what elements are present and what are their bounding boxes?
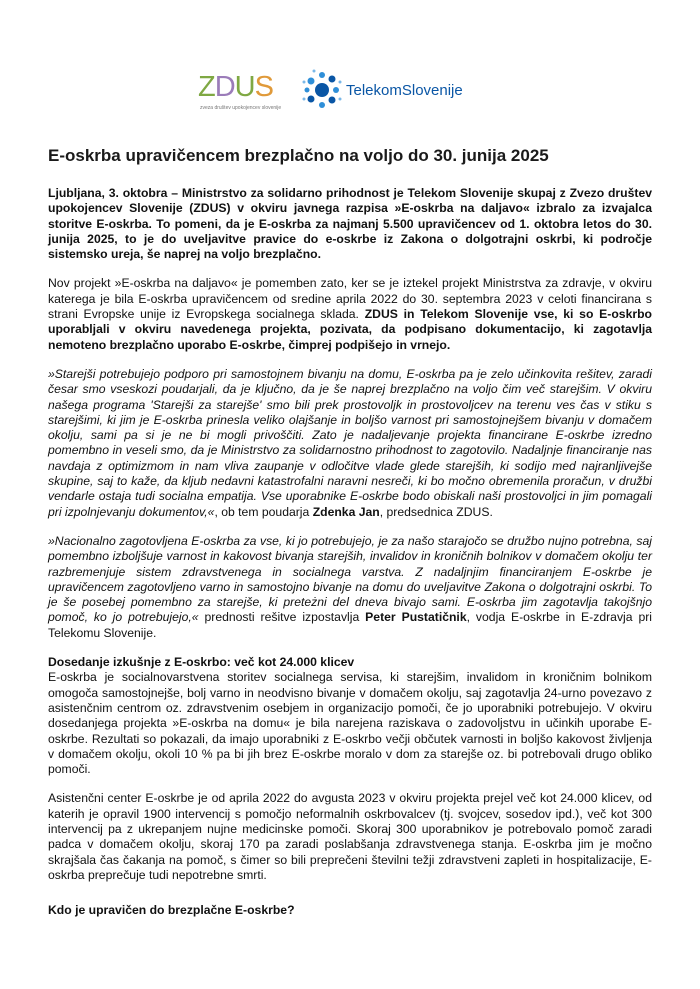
- telekom-logo: [300, 68, 480, 112]
- zdus-wordmark: ZDUS: [198, 71, 273, 103]
- paragraph-project: [48, 276, 652, 352]
- article: [48, 146, 652, 918]
- quote-telekom-text: »Nacionalno zagotovljena E-oskrba za vse, ki jo potrebujejo, je za našo starajočo se družbo nujno potrebna, saj pomembno izboljšuje varnost in kakovost bivanja starejših, invalidov in kroničnih bolnikov v domačem okolju ter razbremenjuje sistem zdravstvenega in socialnega varstva. Z nadaljnjim financiranjem E-oskrbe je upravičencem zagotovljeno varno in samostojno bivanje na domu do uveljavitve Zakona o dolgotrajni oskrbi. To je še posebej pomembno za starejše, ki preteżni del dneva bivajo sami. E-oskrba jim zagotavlja takojšnjo pomoč, ko jo potrebujejo,«: [48, 533, 652, 625]
- quote-telekom-attribution-post: , vodja E-oskrbe in E-zdravja pri Telekomu Slovenije.: [48, 610, 652, 640]
- telekom-name: TelekomSlovenije: [346, 82, 463, 99]
- telekom-dots-icon: [300, 68, 344, 112]
- quote-zdus-name: Zdenka Jan: [312, 504, 380, 519]
- zdus-subtitle: zveza društev upokojencev slovenije: [200, 105, 282, 111]
- section-experience-paragraph-1: E-oskrba je socialnovarstvena storitev socialnega servisa, ki starejšim, invalidom in kroničnim bolnikom omogoča samostojnejše, bolj varno in neodvisno bivanje v domačem okolju, saj zagotavlja 24-urno povezavo z asistenčnim centrom oz. zdravstvenim osebjem in organizacijo pomoči, če jo uporabniki potrebujejo. V okviru dosedanjega projekta »E-oskrba na domu« je bila narejena raziskava o zadovoljstvu in učinkih uporabe E-oskrbe. Rezultati so pokazali, da imajo uporabniki z E-oskrbo večji občutek varnosti in boljšo kakovost življenja v domačem okolju, okoli 10 % pa bi jih brez E-oskrbe moralo v dom za starejše oz. bi potrebovali drugo obliko pomoči.: [48, 670, 652, 777]
- lead-paragraph: Ljubljana, 3. oktobra – Ministrstvo za solidarno prihodnost je Telekom Slovenije skupaj z Zvezo društev upokojencev Slovenije (ZDUS) v okviru javnega razpisa »E-oskrba na daljavo« izbralo za izvajalca storitve E-oskrba. To pomeni, da je E-oskrba za najmanj 5.500 upravičencev od 1. oktobra letos do 30. junija 2025, to je do uveljavitve pravice do e-oskrbe iz Zakona o dolgotrajni oskrbi, ki področje sistemsko ureja, še naprej na voljo brezplačno.: [48, 186, 652, 262]
- quote-zdus-attribution-pre: , ob tem poudarja: [214, 504, 313, 519]
- quote-zdus-attribution-post: , predsednica ZDUS.: [379, 504, 493, 519]
- paragraph-project-text: Nov projekt »E-oskrba na daljavo« je pomemben zato, ker se je iztekel projekt Ministrstva za zdravje, v okviru katerega je bila E-oskrba upravičencem od sredine aprila 2022 do 30. septembra 2023 v celoti financirana s strani Evropske unije iz Evropskega socialnega sklada.: [48, 276, 652, 322]
- logo-bar: [0, 60, 700, 120]
- quote-zdus: [48, 367, 652, 520]
- paragraph-project-call: ZDUS in Telekom Slovenije vse, ki so E-oskrbo uporabljali v okviru navedenega projekta, pozivata, da podpisano dokumentacijo, ki zagotavlja nemoteno brezplačno uporabo E-oskrbe, čimprej podpišejo in vrnejo.: [48, 307, 652, 352]
- quote-telekom: [48, 534, 652, 641]
- article-title: E-oskrba upravičencem brezplačno na voljo do 30. junija 2025: [48, 146, 549, 165]
- section-experience-paragraph-2: Asistenčni center E-oskrbe je od aprila 2022 do avgusta 2023 v okviru projekta prejel več kot 24.000 klicev, od katerih je opravil 1900 intervencij s pomočjo neformalnih oskrbovalcev (tj. svojcev, sosedov ipd.), več kot 300 intervencij pa z ukrepanjem nujne medicinske pomoči. Skoraj 300 uporabnikov je potrebovalo pomoč zaradi padca v domačem okolju, skoraj 170 pa zaradi poslabšanja zdravstvenega stanja. E-oskrba jim je močno skrajšala čas čakanja na pomoč, s čimer so bili preprečeni številni težji zdravstveni zapleti in hospitalizacije, E-oskrba preprečuje tudi nepotrebne smrti.: [48, 791, 652, 882]
- section-heading-eligibility: Kdo je upravičen do brezplačne E-oskrbe?: [48, 903, 295, 918]
- quote-telekom-name: Peter Pustatičnik: [365, 610, 467, 625]
- section-heading-experience: Dosedanje izkušnje z E-oskrbo: več kot 24.000 klicev: [48, 655, 355, 670]
- zdus-logo: [198, 72, 293, 112]
- quote-telekom-attribution-pre: prednosti rešitve izpostavlja: [198, 610, 366, 625]
- quote-zdus-text: »Starejši potrebujejo podporo pri samostojnem bivanju na domu, E-oskrba pa je zelo učinkovita rešitev, zaradi česar smo vseskozi poudarjali, da je ključno, da je še naprej brezplačno na voljo čim več starejšim. V okviru našega programa 'Starejši za starejše' smo bili prek prostovoljk in prostovoljcev na terenu ves čas v stiku s starejšimi, ki jim je E-oskrba prinesla veliko olajšanje in boljšo varnost pri samostojnejšem bivanju v domačem okolju, sami pa si je ne bi mogli privoščiti. Zato je nadaljevanje projekta financirane E-oskrbe izredno pomembno in veseli smo, da je Ministrstvo za solidarnostno prihodnost to zagotovilo. Nadaljnje financiranje nas navdaja z optimizmom in nam vliva zaupanje v odločitve vlade glede starejših, ki sodijo med najranljivejše skupine, saj to kaže, da kljub nedavni katastrofalni naravni nesreči, ki bo močno obremenila proračun, v družbi vendarle ostaja tudi socialna empatija. Vse uporabnike E-oskrbe bodo obiskali naši prostovoljci in jim pomagali pri izpolnjevanju dokumentov,«: [48, 366, 652, 519]
